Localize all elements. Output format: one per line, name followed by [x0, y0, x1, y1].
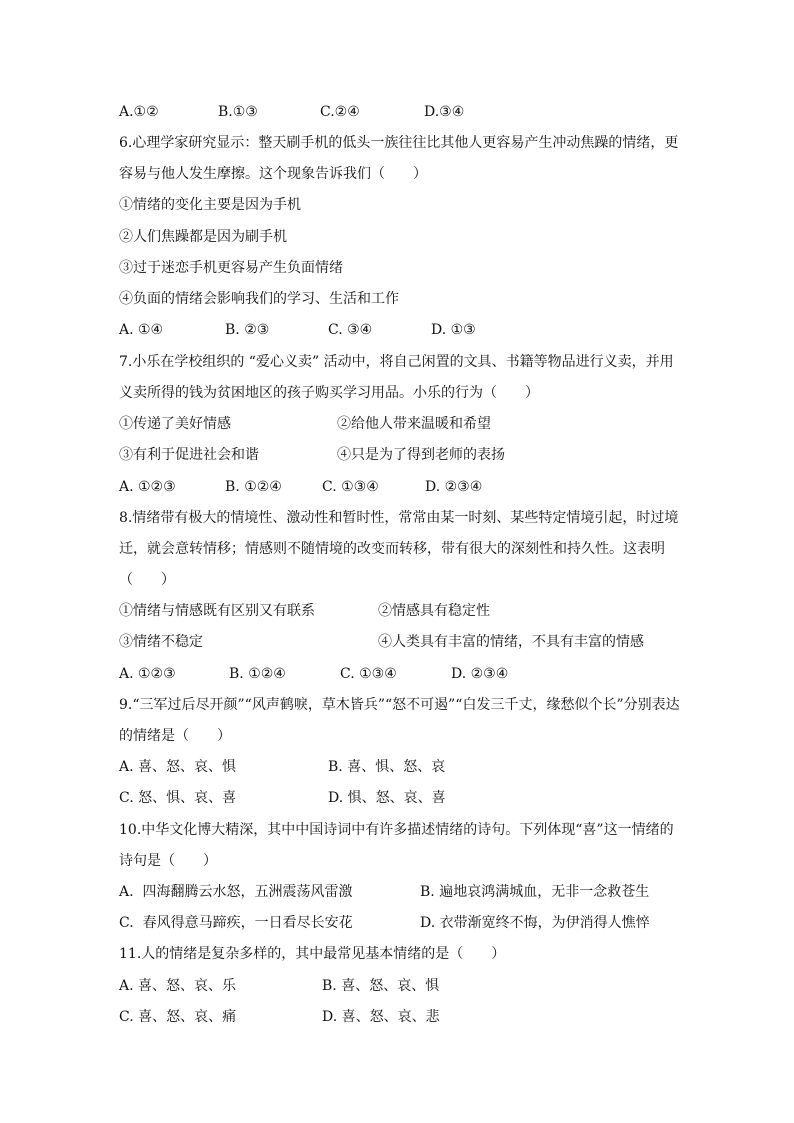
option-c: C. ③④ — [328, 322, 373, 338]
q11-stem: 11.人的情绪是复杂多样的，其中最常见基本情绪的是（ ） — [119, 946, 506, 962]
option-d: D. ②③④ — [451, 666, 509, 682]
q6-item-3: ③过于迷恋手机更容易产生负面情绪 — [119, 260, 343, 276]
option-d: D. ①③ — [431, 322, 476, 338]
q9-options-row-2 — [119, 788, 446, 808]
q8-items-row-1 — [119, 601, 490, 621]
q7-stem-line-1: 7.小乐在学校组织的 “爱心义卖” 活动中，将自己闲置的文具、书籍等物品进行义卖，并用 — [119, 354, 674, 370]
option-d: D.③④ — [424, 104, 465, 120]
q8-stem-line-2: 迁，就会意转情移；情感则不随情境的改变而转移，带有很大的深刻性和持久性。这表明 — [119, 541, 665, 557]
q7-items-row-2 — [119, 445, 505, 465]
option-c: C. 春风得意马蹄疾，一日看尽长安花 — [119, 915, 353, 931]
option-c: C.②④ — [320, 104, 360, 120]
option-b: B. ②③ — [225, 322, 270, 338]
q8-item-4: ④人类具有丰富的情绪，不具有丰富的情感 — [378, 634, 644, 650]
option-a: A.①② — [119, 104, 159, 120]
option-d: D. 衣带渐宽终不悔，为伊消得人憔悴 — [420, 915, 650, 931]
q11-options-row-2 — [119, 1007, 440, 1027]
option-b: B. ①②④ — [229, 666, 286, 682]
option-b: B. 遍地哀鸿满城血，无非一念救苍生 — [420, 884, 650, 900]
option-a: A. 四海翻腾云水怒，五洲震荡风雷激 — [119, 884, 353, 900]
option-c: C. 喜、怒、哀、痛 — [119, 1009, 237, 1025]
option-c: C. ①③④ — [340, 666, 397, 682]
q7-item-4: ④只是为了得到老师的表扬 — [337, 447, 505, 463]
option-c: C. 怒、惧、哀、喜 — [119, 790, 237, 806]
q8-options — [119, 664, 509, 684]
option-a: A. ①④ — [119, 322, 164, 338]
option-b: B.①③ — [218, 104, 258, 120]
q6-item-2: ②人们焦躁都是因为刷手机 — [119, 229, 287, 245]
q10-stem-line-1: 10.中华文化博大精深，其中中国诗词中有许多描述情绪的诗句。下列体现“喜”这一情绪的 — [119, 822, 674, 838]
q10-options-row-2 — [119, 913, 650, 933]
option-d: D. 喜、怒、哀、悲 — [322, 1009, 440, 1025]
option-a: A. 喜、怒、哀、惧 — [119, 759, 237, 775]
q7-items-row-1 — [119, 414, 491, 434]
q6-item-1: ①情绪的变化主要是因为手机 — [119, 197, 301, 213]
option-a: A. ①②③ — [119, 666, 176, 682]
q9-stem-line-1: 9.“三军过后尽开颜”“风声鹤唳，草木皆兵”“怒不可遏”“白发三千丈，缘愁似个长”分别表达 — [119, 697, 680, 713]
q9-stem-line-2: 的情绪是（ ） — [119, 728, 231, 744]
option-b: B. 喜、惧、怒、哀 — [328, 759, 446, 775]
q8-stem-line-1: 8.情绪带有极大的情境性、激动性和暂时性，常常由某一时刻、某些特定情境引起，时过境 — [119, 510, 679, 526]
option-d: D. ②③④ — [425, 479, 483, 495]
q7-options — [119, 477, 483, 497]
q6-stem-line-2: 容易与他人发生摩擦。这个现象告诉我们（ ） — [119, 166, 427, 182]
q6-stem-line-1: 6.心理学家研究显示：整天刷手机的低头一族往往比其他人更容易产生冲动焦躁的情绪，更 — [119, 135, 679, 151]
q11-options-row-1 — [119, 976, 440, 996]
q10-stem-line-2: 诗句是（ ） — [119, 853, 217, 869]
q8-item-1: ①情绪与情感既有区别又有联系 — [119, 603, 315, 619]
option-b: B. 喜、怒、哀、惧 — [322, 978, 440, 994]
option-c: C. ①③④ — [322, 479, 379, 495]
option-b: B. ①②④ — [225, 479, 282, 495]
option-a: A. ①②③ — [119, 479, 176, 495]
q7-item-3: ③有利于促进社会和谐 — [119, 447, 259, 463]
q7-stem-line-2: 义卖所得的钱为贫困地区的孩子购买学习用品。小乐的行为（ ） — [119, 385, 539, 401]
option-d: D. 惧、怒、哀、喜 — [328, 790, 446, 806]
q8-stem-line-3: （ ） — [119, 572, 175, 588]
q8-item-3: ③情绪不稳定 — [119, 634, 203, 650]
q8-items-row-2 — [119, 632, 644, 652]
option-a: A. 喜、怒、哀、乐 — [119, 978, 237, 994]
q6-options — [119, 320, 476, 340]
q7-item-1: ①传递了美好情感 — [119, 416, 231, 432]
q8-item-2: ②情感具有稳定性 — [378, 603, 490, 619]
q5-options — [119, 102, 465, 122]
q7-item-2: ②给他人带来温暖和希望 — [337, 416, 491, 432]
q10-options-row-1 — [119, 882, 650, 902]
q6-item-4: ④负面的情绪会影响我们的学习、生活和工作 — [119, 291, 399, 307]
q9-options-row-1 — [119, 757, 446, 777]
